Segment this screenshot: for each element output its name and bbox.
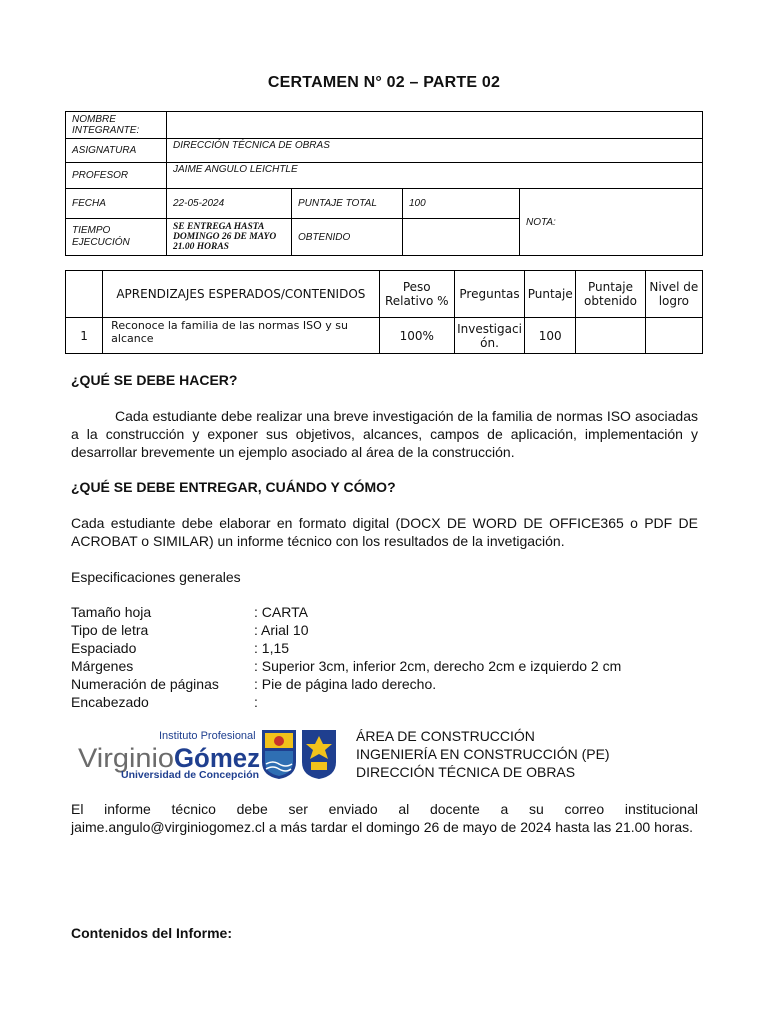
logo-line1: Instituto Profesional bbox=[159, 730, 256, 742]
spec-value: : Superior 3cm, inferior 2cm, derecho 2cm e izquierdo 2 cm bbox=[254, 658, 622, 674]
nota-label: NOTA: bbox=[526, 216, 556, 228]
list-item bbox=[71, 657, 621, 675]
tiempo-label: TIEMPO EJECUCIÓN bbox=[66, 219, 167, 256]
student-info-table bbox=[65, 111, 703, 256]
section-text-hacer: Cada estudiante debe realizar una breve investigación de la familia de normas ISO asociadas a la construcción y exponer sus objetivos, alcances, campos de aplicación, implementación y desarrollar brevemente un ejemplo asociado al área de la construcción. bbox=[71, 408, 698, 460]
profesor-value: JAIME ANGULO LEICHTLE bbox=[167, 163, 703, 189]
area-line2: INGENIERÍA EN CONSTRUCCIÓN (PE) bbox=[356, 746, 610, 762]
spec-value: : bbox=[254, 694, 258, 710]
logo-name2: Gómez bbox=[174, 743, 260, 773]
area-line3: DIRECCIÓN TÉCNICA DE OBRAS bbox=[356, 764, 576, 780]
spec-key: Márgenes bbox=[71, 658, 134, 674]
header-cell: Nivel de logro bbox=[645, 271, 702, 318]
spec-key: Tamaño hoja bbox=[71, 604, 152, 620]
nota-cell bbox=[520, 189, 703, 256]
list-item bbox=[71, 675, 621, 693]
header-cell bbox=[66, 271, 103, 318]
nombre-value bbox=[167, 112, 703, 139]
puntaje-total-value: 100 bbox=[403, 189, 520, 219]
header-cell: Preguntas bbox=[454, 271, 524, 318]
header-cell: APRENDIZAJES ESPERADOS/CONTENIDOS bbox=[103, 271, 379, 318]
spec-key: Encabezado bbox=[71, 694, 149, 710]
list-item bbox=[71, 693, 621, 711]
table-cell: 1 bbox=[66, 318, 103, 354]
logo-line3: Universidad de Concepción bbox=[121, 770, 259, 780]
section-heading-entregar: ¿QUÉ SE DEBE ENTREGAR, CUÁNDO Y CÓMO? bbox=[71, 479, 396, 495]
spec-key: Numeración de páginas bbox=[71, 676, 219, 692]
puntaje-total-label: PUNTAJE TOTAL bbox=[292, 189, 403, 219]
list-item bbox=[71, 621, 621, 639]
obtenido-value bbox=[403, 219, 520, 256]
table-cell: Investigaci ón. bbox=[454, 318, 524, 354]
nombre-label: NOMBRE INTEGRANTE: bbox=[66, 112, 167, 139]
table-cell: Reconoce la familia de las normas ISO y su alcance bbox=[103, 318, 379, 354]
table-row bbox=[66, 318, 703, 354]
crest-icon bbox=[302, 730, 336, 779]
obtenido-label: OBTENIDO bbox=[292, 219, 403, 256]
fecha-value: 22-05-2024 bbox=[167, 189, 292, 219]
table-cell bbox=[576, 318, 645, 354]
document-title: CERTAMEN N° 02 – PARTE 02 bbox=[267, 74, 501, 91]
specs-list bbox=[71, 603, 621, 711]
asignatura-label: ASIGNATURA bbox=[66, 139, 167, 163]
spec-key: Espaciado bbox=[71, 640, 137, 656]
tiempo-value: SE ENTREGA HASTA DOMINGO 26 DE MAYO 21.00 HORAS bbox=[167, 219, 292, 256]
header-cell: Peso Relativo % bbox=[379, 271, 454, 318]
logo-name1: Virginio bbox=[78, 743, 174, 773]
section-text-entregar: Cada estudiante debe elaborar en formato digital (DOCX DE WORD DE OFFICE365 o PDF DE ACROBAT o SIMILAR) un informe técnico con los resultados de la invetigación. bbox=[71, 515, 698, 549]
area-line1: ÁREA DE CONSTRUCCIÓN bbox=[356, 728, 535, 744]
spec-value: : CARTA bbox=[254, 604, 308, 620]
spec-value: : Pie de página lado derecho. bbox=[254, 676, 437, 692]
specs-heading: Especificaciones generales bbox=[71, 569, 241, 585]
header-cell: Puntaje bbox=[525, 271, 576, 318]
logo-graphic bbox=[78, 728, 340, 780]
table-cell bbox=[645, 318, 702, 354]
spec-value: : 1,15 bbox=[254, 640, 290, 656]
contents-table bbox=[65, 270, 703, 354]
header-cell: Puntaje obtenido bbox=[576, 271, 645, 318]
spec-key: Tipo de letra bbox=[71, 622, 149, 638]
section-heading-hacer: ¿QUÉ SE DEBE HACER? bbox=[71, 372, 238, 388]
fecha-label: FECHA bbox=[66, 189, 167, 219]
institution-logo bbox=[78, 728, 340, 780]
submission-text: El informe técnico debe ser enviado al docente a su correo institucional jaime.angulo@virginiogomez.cl a más tardar el domingo 26 de mayo de 2024 hasta las 21.00 horas. bbox=[71, 801, 698, 835]
spec-value: : Arial 10 bbox=[254, 622, 309, 638]
contents-heading: Contenidos del Informe: bbox=[71, 925, 232, 941]
list-item bbox=[71, 639, 621, 657]
asignatura-value: DIRECCIÓN TÉCNICA DE OBRAS bbox=[167, 139, 703, 163]
list-item bbox=[71, 603, 621, 621]
table-cell: 100% bbox=[379, 318, 454, 354]
table-cell: 100 bbox=[525, 318, 576, 354]
shield-icon bbox=[262, 730, 296, 779]
area-block bbox=[356, 727, 610, 781]
profesor-label: PROFESOR bbox=[66, 163, 167, 189]
table-header-row bbox=[66, 271, 703, 318]
